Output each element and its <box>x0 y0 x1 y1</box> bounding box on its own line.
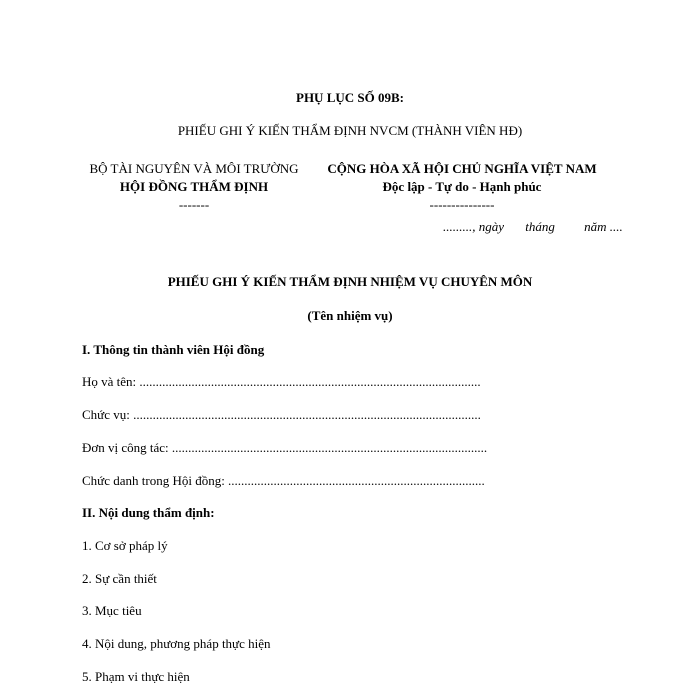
content-item-necessity: 2. Sự cần thiết <box>82 571 157 586</box>
date-month: tháng <box>525 219 555 234</box>
national-divider: --------------- <box>429 197 495 212</box>
field-council-role: Chức danh trong Hội đồng: ............................................................................... <box>82 473 485 488</box>
task-name: (Tên nhiệm vụ) <box>307 308 393 323</box>
content-item-methods: 4. Nội dung, phương pháp thực hiện <box>82 636 271 651</box>
form-subtitle: PHIẾU GHI Ý KIẾN THẨM ĐỊNH NVCM (THÀNH VIÊN HĐ) <box>177 123 523 138</box>
ministry-divider: ------- <box>178 197 210 212</box>
content-item-objectives: 3. Mục tiêu <box>82 603 142 618</box>
field-full-name: Họ và tên: ......................................................................................................... <box>82 374 481 389</box>
date-line <box>443 219 623 235</box>
date-place: ........., ngày <box>443 219 505 234</box>
appendix-title: PHỤ LỤC SỐ 09B: <box>296 90 404 105</box>
national-motto: Độc lập - Tự do - Hạnh phúc <box>382 179 542 194</box>
field-workplace: Đơn vị công tác: ................................................................................................. <box>82 440 488 455</box>
content-item-scope: 5. Phạm vi thực hiện <box>82 669 190 684</box>
section2-heading: II. Nội dung thẩm định: <box>82 505 215 520</box>
ministry-name: BỘ TÀI NGUYÊN VÀ MÔI TRƯỜNG <box>89 161 299 176</box>
council-name: HỘI ĐỒNG THẨM ĐỊNH <box>119 179 269 194</box>
document-title: PHIẾU GHI Ý KIẾN THẨM ĐỊNH NHIỆM VỤ CHUYÊN MÔN <box>167 274 533 289</box>
national-name: CỘNG HÒA XÃ HỘI CHỦ NGHĨA VIỆT NAM <box>327 161 597 176</box>
national-header <box>312 161 612 215</box>
date-year: năm .... <box>584 219 623 234</box>
section1-heading: I. Thông tin thành viên Hội đồng <box>82 342 265 357</box>
ministry-header <box>78 161 310 215</box>
content-item-legal-basis: 1. Cơ sở pháp lý <box>82 538 168 553</box>
field-position: Chức vụ: ........................................................................................................... <box>82 407 481 422</box>
